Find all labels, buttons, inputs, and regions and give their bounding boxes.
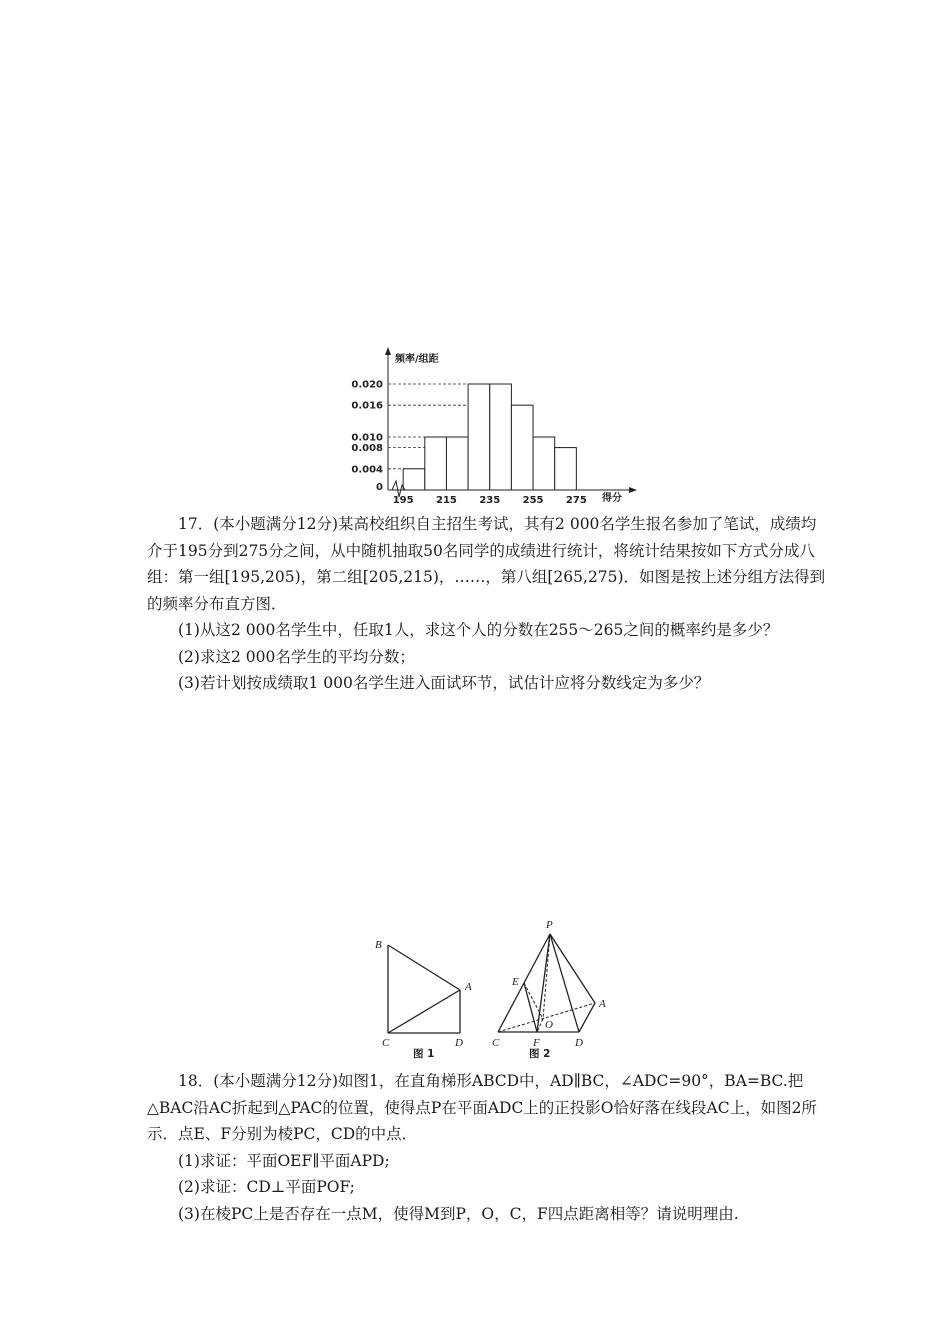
histogram-bar <box>511 405 533 490</box>
fig1-label-B: B <box>375 939 382 951</box>
problem-17-question-3: (3)若计划按成绩取1 000名学生进入面试环节，试估计应将分数线定为多少？ <box>178 674 710 692</box>
y-tick-label: 0.010 <box>351 432 383 444</box>
problem-17 <box>147 511 827 697</box>
problem-18-question-3: (3)在棱PC上是否存在一点M，使得M到P，O，C，F四点距离相等？请说明理由. <box>178 1204 739 1223</box>
fig1-label-C: C <box>382 1037 390 1049</box>
x-tick-label: 235 <box>479 495 501 505</box>
problem-18 <box>147 1068 827 1227</box>
x-tick-label: 255 <box>522 495 544 505</box>
fig2-label-E: E <box>512 976 519 988</box>
fig2-label-C: C <box>492 1037 500 1049</box>
problem-17-question-2: (2)求这2 000名学生的平均分数； <box>178 647 415 666</box>
fig2-label-F: F <box>533 1037 540 1049</box>
geometry-figures <box>360 915 620 1065</box>
histogram-bar <box>555 448 577 490</box>
fig2-label-O: O <box>545 1019 553 1031</box>
x-tick-labels <box>393 495 587 505</box>
problem-18-statement: 18．(本小题满分12分)如图1，在直角梯形ABCD中，AD∥BC，∠ADC=90°，BA=BC.把△BAC沿AC折起到△PAC的位置，使得点P在平面ADC上的正投影O恰好落在线段AC上，如图2所示．点E、F分别为棱PC，CD的中点． <box>147 1072 817 1143</box>
histogram-bar <box>446 437 468 490</box>
histogram-bar <box>425 437 447 490</box>
origin-label: 0 <box>376 482 383 493</box>
y-tick-label: 0.004 <box>351 464 383 476</box>
problem-18-question-2: (2)求证：CD⊥平面POF; <box>178 1178 355 1196</box>
fig2-caption: 图 2 <box>529 1048 551 1060</box>
fig1-caption: 图 1 <box>413 1048 435 1060</box>
x-axis-arrow <box>629 487 637 493</box>
histogram-bar <box>533 437 555 490</box>
fig1-label-A: A <box>465 981 472 993</box>
histogram-bar <box>490 384 512 490</box>
problem-17-statement: 17．(本小题满分12分)某高校组织自主招生考试，其有2 000名学生报名参加了笔试，成绩均介于195分到275分之间，从中随机抽取50名同学的成绩进行统计，将统计结果按如下方式分成八组：第一组[195,205)，第二组[205,215)，……，第八组[265,275)．如图是按上述分组方法得到的频率分布直方图． <box>147 515 826 613</box>
problem-17-question-1: (1)从这2 000名学生中，任取1人，求这个人的分数在255～265之间的概率约是多少？ <box>178 621 779 639</box>
y-tick-label: 0.016 <box>351 400 383 412</box>
figure-1-trapezoid <box>388 945 460 1033</box>
x-tick-label: 195 <box>392 495 414 505</box>
y-axis-arrow <box>385 347 391 355</box>
fig2-label-A: A <box>599 998 606 1010</box>
frequency-histogram <box>340 345 640 505</box>
x-axis-label: 得分 <box>602 493 622 504</box>
histogram-bar <box>468 384 490 490</box>
fig1-label-D: D <box>455 1037 463 1049</box>
y-axis-label: 频率/组距 <box>395 354 439 365</box>
y-tick-label: 0.020 <box>351 379 383 391</box>
fig2-label-D: D <box>575 1037 583 1049</box>
histogram-bar <box>403 469 425 490</box>
x-tick-label: 275 <box>565 495 587 505</box>
y-tick-label: 0.008 <box>351 443 383 455</box>
y-tick-labels <box>351 380 383 476</box>
fig2-label-P: P <box>546 919 553 931</box>
histogram-bars <box>403 384 576 490</box>
problem-18-question-1: (1)求证：平面OEF∥平面APD; <box>178 1151 390 1170</box>
x-tick-label: 215 <box>436 495 457 505</box>
